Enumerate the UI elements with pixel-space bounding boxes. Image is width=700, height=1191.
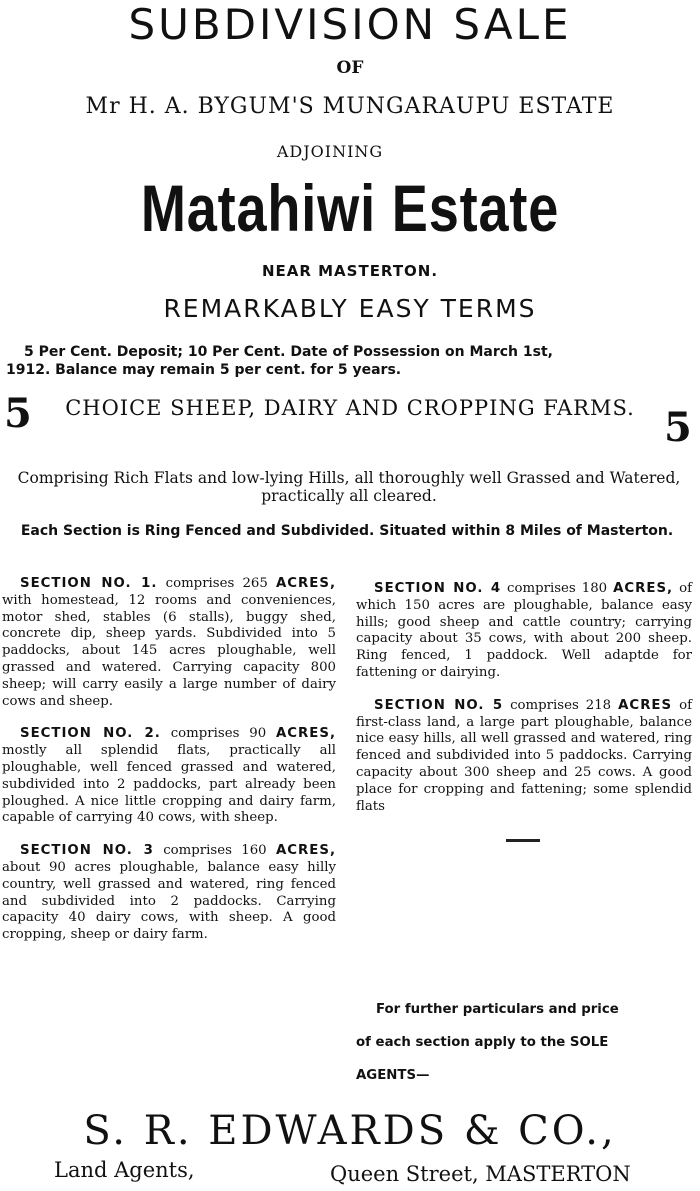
section-1-acres: ACRES,	[276, 576, 336, 591]
farm-count-left: 5	[4, 390, 32, 437]
terms-headline: REMARKABLY EASY TERMS	[163, 294, 537, 323]
choice-farms-heading: CHOICE SHEEP, DAIRY AND CROPPING FARMS.	[65, 396, 635, 420]
section-2-heading: SECTION NO. 2.	[20, 726, 161, 742]
deposit-terms	[6, 343, 696, 379]
section-1-body: with homestead, 12 rooms and conveniences, motor shed, stables (6 stalls), buggy shed, concrete dip, sheep yards. Subdivided into 5 paddocks, about 145 acres ploughable, well grassed and watered. Carrying capacity 800 sheep; will carry easily a large number of dairy cows and sheep.	[2, 592, 336, 709]
estate-owner: Mr H. A. BYGUM'S MUNGARAUPU ESTATE	[85, 94, 615, 119]
section-5-acres: ACRES	[618, 697, 673, 713]
section-3-size: comprises 160	[153, 843, 276, 859]
further-line-2: of each section apply to the SOLE	[356, 1035, 609, 1050]
ring-fenced-text: Each Section is Ring Fenced and Subdivided. Situated within 8 Miles of Masterton.	[20, 523, 674, 539]
location-line: NEAR MASTERTON.	[261, 262, 439, 280]
section-divider	[506, 839, 540, 842]
section-4-size: comprises 180	[501, 581, 614, 596]
section-2-size: comprises 90	[160, 726, 276, 742]
section-5	[356, 698, 692, 816]
farm-count-right: 5	[664, 404, 692, 451]
section-3-acres: ACRES,	[276, 843, 336, 859]
section-5-body: of first-class land, a large part ploughable, balance nice easy hills, all well grassed and watered, ring fenced and subdivided into 5 paddocks. Carrying capacity about 300 sheep and 25 cows. A good place for cropping and fattening; some splendid flats	[356, 697, 693, 814]
estate-name: Matahiwi Estate	[140, 171, 560, 245]
section-5-size: comprises 218	[503, 697, 619, 713]
agent-name: S. R. EDWARDS & CO.,	[83, 1108, 617, 1154]
section-2	[2, 726, 336, 827]
section-2-acres: ACRES,	[276, 726, 336, 742]
agent-role: Land Agents,	[54, 1158, 195, 1182]
agent-address: Queen Street, MASTERTON	[330, 1162, 631, 1186]
section-5-heading: SECTION NO. 5	[374, 697, 504, 713]
headline-of: OF	[336, 58, 364, 78]
further-line-1: For further particulars and price	[376, 1002, 619, 1017]
sections-left-column	[2, 576, 336, 960]
section-1-size: comprises 265	[157, 576, 276, 591]
further-particulars	[356, 993, 696, 1092]
section-4	[356, 581, 692, 682]
headline-title: SUBDIVISION SALE	[128, 0, 572, 49]
adjoining-label: ADJOINING	[276, 142, 384, 161]
section-3-body: about 90 acres ploughable, balance easy hilly country, well grassed and watered, ring fenced and subdivided into 2 paddocks. Carrying capacity 40 dairy cows, with sheep. A good cropping, sheep or dairy farm.	[2, 859, 336, 943]
further-line-3: AGENTS—	[356, 1068, 430, 1083]
deposit-line-1: 5 Per Cent. Deposit; 10 Per Cent. Date of Possession on March 1st,	[24, 344, 553, 360]
section-4-acres: ACRES,	[613, 581, 674, 596]
section-4-body: of which 150 acres are ploughable, balance easy hills; good sheep and cattle country; carrying capacity about 35 cows, with about 200 sheep. Ring fenced, 1 paddock. Well adaptde for fattening or dairying.	[356, 581, 692, 680]
sections-right-column	[356, 581, 692, 842]
section-4-heading: SECTION NO. 4	[374, 581, 502, 596]
section-2-body: mostly all splendid flats, practically all ploughable, well fenced grassed and watered, subdivided into 2 paddocks, part already been ploughed. A nice little cropping and dairy farm, capable of carrying 40 cows, with sheep.	[2, 743, 336, 826]
section-3-heading: SECTION NO. 3	[20, 843, 154, 859]
section-3	[2, 843, 336, 944]
section-1-heading: SECTION NO. 1.	[20, 576, 158, 591]
comprising-text: Comprising Rich Flats and low-lying Hills, all thoroughly well Grassed and Watered, practically all cleared.	[17, 469, 681, 505]
deposit-line-2: 1912. Balance may remain 5 per cent. for 5 years.	[6, 362, 402, 378]
section-1	[2, 576, 336, 710]
